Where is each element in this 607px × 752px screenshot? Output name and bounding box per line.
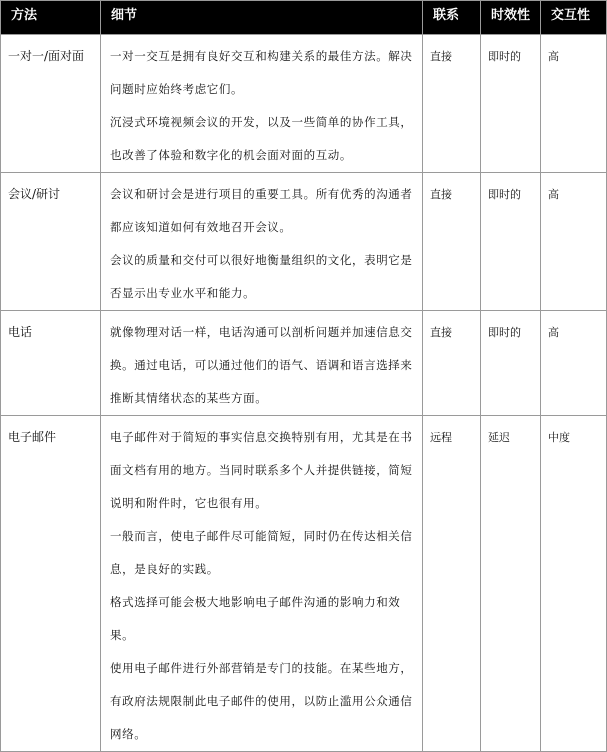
detail-line: 会议的质量和交付可以很好地衡量组织的文化，表明它是 (110, 253, 413, 267)
timeliness-cell: 即时的 (481, 311, 541, 416)
method-cell: 电子邮件 (1, 416, 101, 752)
header-interactivity: 交互性 (541, 1, 607, 35)
table-row (1, 416, 607, 752)
timeliness-cell: 即时的 (481, 35, 541, 173)
method-cell: 电话 (1, 311, 101, 416)
timeliness-cell: 即时的 (481, 173, 541, 311)
detail-line: 使用电子邮件进行外部营销是专门的技能。在某些地方， (110, 661, 413, 675)
header-timeliness: 时效性 (481, 1, 541, 35)
table-row (1, 35, 607, 173)
header-contact: 联系 (423, 1, 481, 35)
detail-line: 电子邮件对于简短的事实信息交换特别有用，尤其是在书 (110, 430, 413, 444)
detail-line: 会议和研讨会是进行项目的重要工具。所有优秀的沟通者 (110, 187, 413, 201)
method-cell: 会议/研讨 (1, 173, 101, 311)
detail-line: 问题时应始终考虑它们。 (110, 82, 244, 96)
detail-line: 就像物理对话一样，电话沟通可以剖析问题并加速信息交 (110, 325, 413, 339)
contact-cell: 直接 (423, 173, 481, 311)
table-header-row (1, 1, 607, 35)
interactivity-cell: 高 (541, 35, 607, 173)
detail-line: 否显示出专业水平和能力。 (110, 286, 256, 300)
detail-line: 息，是良好的实践。 (110, 562, 219, 576)
header-method: 方法 (1, 1, 101, 35)
table-row (1, 173, 607, 311)
detail-line: 网络。 (110, 727, 147, 741)
detail-line: 也改善了体验和数字化的机会面对面的互动。 (110, 148, 352, 162)
header-detail: 细节 (101, 1, 423, 35)
detail-line: 一般而言，使电子邮件尽可能简短，同时仍在传达相关信 (110, 529, 413, 543)
detail-line: 都应该知道如何有效地召开会议。 (110, 220, 292, 234)
contact-cell: 远程 (423, 416, 481, 752)
detail-line: 推断其情绪状态的某些方面。 (110, 391, 268, 405)
detail-cell (101, 311, 423, 416)
detail-line: 换。通过电话，可以通过他们的语气、语调和语言选择来 (110, 358, 413, 372)
detail-line: 有政府法规限制此电子邮件的使用，以防止滥用公众通信 (110, 694, 413, 708)
detail-line: 面文档有用的地方。当同时联系多个人并提供链接，简短 (110, 463, 413, 477)
detail-cell (101, 35, 423, 173)
detail-cell (101, 173, 423, 311)
detail-line: 格式选择可能会极大地影响电子邮件沟通的影响力和效 (110, 595, 401, 609)
detail-line: 一对一交互是拥有良好交互和构建关系的最佳方法。解决 (110, 49, 413, 63)
interactivity-cell: 中度 (541, 416, 607, 752)
table-row (1, 311, 607, 416)
detail-line: 沉浸式环境视频会议的开发，以及一些简单的协作工具， (110, 115, 413, 129)
detail-line: 说明和附件时，它也很有用。 (110, 496, 268, 510)
method-cell: 一对一/面对面 (1, 35, 101, 173)
interactivity-cell: 高 (541, 173, 607, 311)
detail-cell (101, 416, 423, 752)
contact-cell: 直接 (423, 311, 481, 416)
interactivity-cell: 高 (541, 311, 607, 416)
detail-line: 果。 (110, 628, 135, 642)
timeliness-cell: 延迟 (481, 416, 541, 752)
contact-cell: 直接 (423, 35, 481, 173)
